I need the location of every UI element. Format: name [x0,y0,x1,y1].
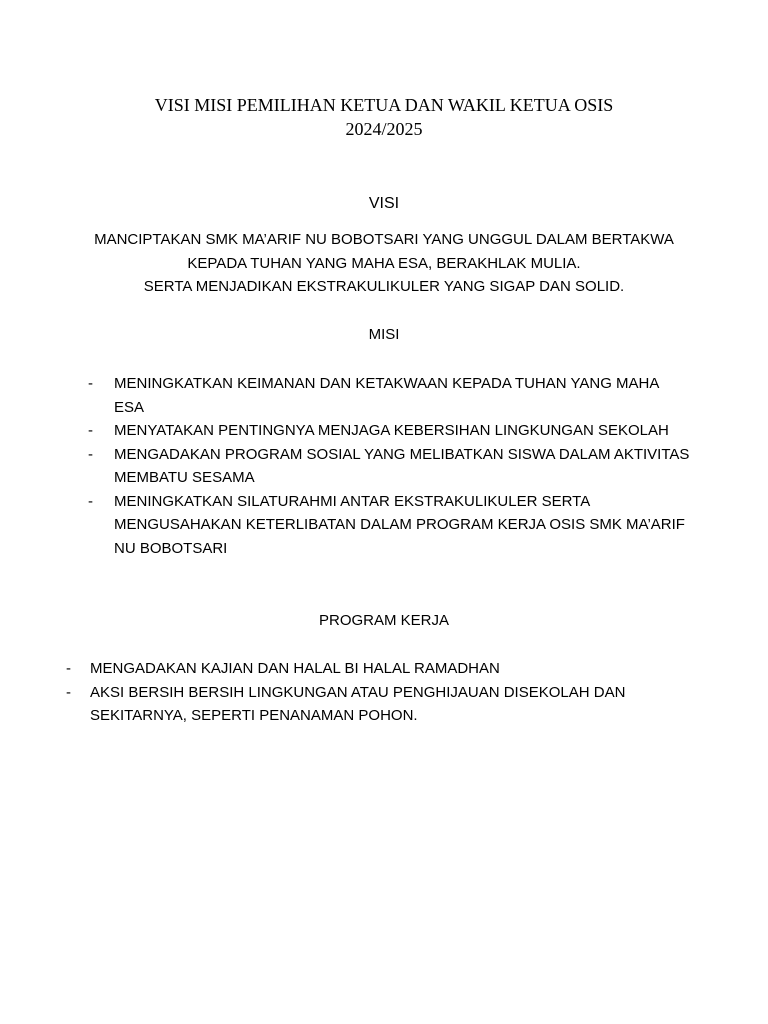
misi-item-3-line-2: MEMBATU SESAMA [114,469,255,486]
misi-item-3-line-1: MENGADAKAN PROGRAM SOSIAL YANG MELIBATKAN SISWA DALAM AKTIVITAS [114,445,690,463]
bullet-dash: - [88,492,93,510]
list-item [66,657,686,681]
visi-paragraph [60,228,708,299]
visi-line-1: MANCIPTAKAN SMK MA’ARIF NU BOBOTSARI YANG UNGGUL DALAM BERTAKWA [94,231,674,248]
bullet-dash: - [88,422,93,439]
proker-list [66,657,686,728]
document-title [0,93,768,141]
misi-item-4-line-2: MENGUSAHAKAN KETERLIBATAN DALAM PROGRAM KERJA OSIS SMK MA’ARIF [114,516,685,533]
misi-list [88,372,708,560]
bullet-dash: - [88,445,93,463]
bullet-dash: - [66,660,71,677]
misi-item-1-line-2: ESA [114,398,145,416]
list-item [88,419,708,443]
bullet-dash: - [88,375,93,392]
list-item [88,443,708,490]
visi-heading: VISI [368,195,400,212]
bullet-dash: - [66,683,71,701]
list-item [88,372,708,419]
title-line-1: VISI MISI PEMILIHAN KETUA DAN WAKIL KETUA OSIS [154,95,614,115]
misi-item-4-line-1: MENINGKATKAN SILATURAHMI ANTAR EKSTRAKULIKULER SERTA [114,492,591,510]
list-item [66,681,686,728]
proker-item-2-line-1: AKSI BERSIH BERSIH LINGKUNGAN ATAU PENGHIJAUAN DISEKOLAH DAN [90,683,626,701]
proker-heading: PROGRAM KERJA [318,612,450,629]
title-line-2: 2024/2025 [345,119,423,139]
visi-line-3: SERTA MENJADIKAN EKSTRAKULIKULER YANG SIGAP DAN SOLID. [143,278,625,295]
misi-item-1-line-1: MENINGKATKAN KEIMANAN DAN KETAKWAAN KEPADA TUHAN YANG MAHA [114,375,660,392]
visi-line-2: KEPADA TUHAN YANG MAHA ESA, BERAKHLAK MULIA. [187,254,581,272]
misi-heading: MISI [368,326,400,343]
list-item [88,490,708,561]
misi-item-2-line-1: MENYATAKAN PENTINGNYA MENJAGA KEBERSIHAN LINGKUNGAN SEKOLAH [114,422,669,439]
proker-item-2-line-2: SEKITARNYA, SEPERTI PENANAMAN POHON. [90,707,418,724]
proker-item-1-line-1: MENGADAKAN KAJIAN DAN HALAL BI HALAL RAMADHAN [90,660,500,677]
misi-item-4-line-3: NU BOBOTSARI [114,539,228,557]
